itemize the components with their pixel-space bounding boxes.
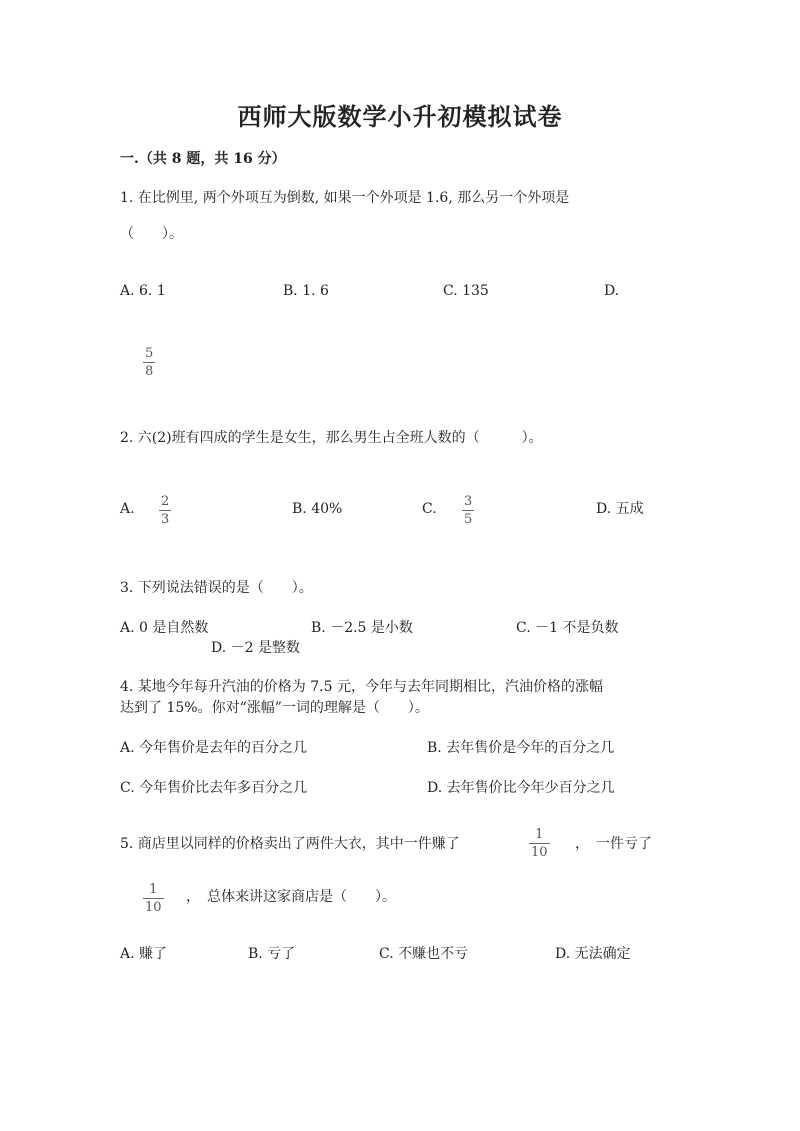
question-5-fraction-1 — [529, 827, 550, 860]
question-5-option-d: D. 无法确定 — [555, 946, 631, 962]
question-4-text-line-1: 4. 某地今年每升汽油的价格为 7.5 元，今年与去年同期相比，汽油价格的涨幅 — [120, 679, 603, 695]
fraction-bar — [159, 510, 171, 511]
page-title: 西师大版数学小升初模拟试卷 — [237, 102, 563, 131]
fraction-denominator: 10 — [145, 900, 162, 915]
question-5-fraction-2 — [143, 882, 164, 915]
question-5-option-a: A. 赚了 — [120, 946, 168, 962]
question-2-option-b: B. 40% — [292, 501, 343, 517]
question-1-text: 1. 在比例里, 两个外项互为倒数, 如果一个外项是 1.6, 那么另一个外项是 — [120, 190, 570, 206]
question-5-option-c: C. 不赚也不亏 — [379, 946, 469, 962]
question-4-option-a: A. 今年售价是去年的百分之几 — [120, 740, 308, 756]
fraction-bar — [529, 843, 550, 844]
question-1-option-d: D. — [604, 283, 620, 299]
question-2-option-a-fraction — [159, 494, 171, 527]
question-4-option-c: C. 今年售价比去年多百分之几 — [120, 780, 308, 796]
question-5-option-b: B. 亏了 — [248, 946, 296, 962]
fraction-numerator: 5 — [145, 346, 154, 361]
fraction-denominator: 3 — [161, 512, 170, 527]
fraction-denominator: 8 — [145, 364, 154, 379]
question-3-option-d: D. －2 是整数 — [211, 640, 300, 656]
question-2-option-c: C. — [422, 501, 437, 517]
question-1-option-a: A. 6. 1 — [120, 283, 166, 299]
question-1-blank: （ ）。 — [120, 226, 183, 242]
question-5-text-line-1-end: ， 一件亏了 — [575, 836, 652, 852]
fraction-denominator: 5 — [464, 512, 473, 527]
question-1-option-c: C. 135 — [443, 283, 489, 299]
question-2-option-a: A. — [120, 501, 135, 517]
fraction-bar — [143, 898, 164, 899]
question-3-text: 3. 下列说法错误的是（ ）。 — [120, 580, 313, 596]
question-1-option-b: B. 1. 6 — [283, 283, 329, 299]
fraction-bar — [143, 362, 155, 363]
fraction-numerator: 1 — [149, 882, 158, 897]
fraction-numerator: 1 — [535, 827, 544, 842]
fraction-bar — [462, 510, 474, 511]
question-5-text-line-2: ， 总体来讲这家商店是（ ）。 — [186, 889, 396, 905]
question-4-option-d: D. 去年售价比今年少百分之几 — [427, 780, 615, 796]
fraction-numerator: 3 — [464, 494, 473, 509]
question-2-option-d: D. 五成 — [596, 501, 644, 517]
question-3-option-b: B. －2.5 是小数 — [311, 620, 413, 636]
question-3-option-c: C. －1 不是负数 — [516, 620, 619, 636]
question-5-text-line-1: 5. 商店里以同样的价格卖出了两件大衣，其中一件赚了 — [120, 836, 460, 852]
question-2-text: 2. 六(2)班有四成的学生是女生，那么男生占全班人数的（ ）。 — [120, 430, 543, 446]
question-4-text-line-2: 达到了 15%。你对“涨幅”一词的理解是（ ）。 — [120, 700, 429, 716]
question-3-option-a: A. 0 是自然数 — [120, 620, 209, 636]
question-4-option-b: B. 去年售价是今年的百分之几 — [427, 740, 615, 756]
fraction-numerator: 2 — [161, 494, 170, 509]
section-header: 一.（共 8 题，共 16 分） — [120, 151, 286, 167]
question-1-option-d-fraction — [143, 346, 155, 379]
question-2-option-c-fraction — [462, 494, 474, 527]
fraction-denominator: 10 — [531, 845, 548, 860]
